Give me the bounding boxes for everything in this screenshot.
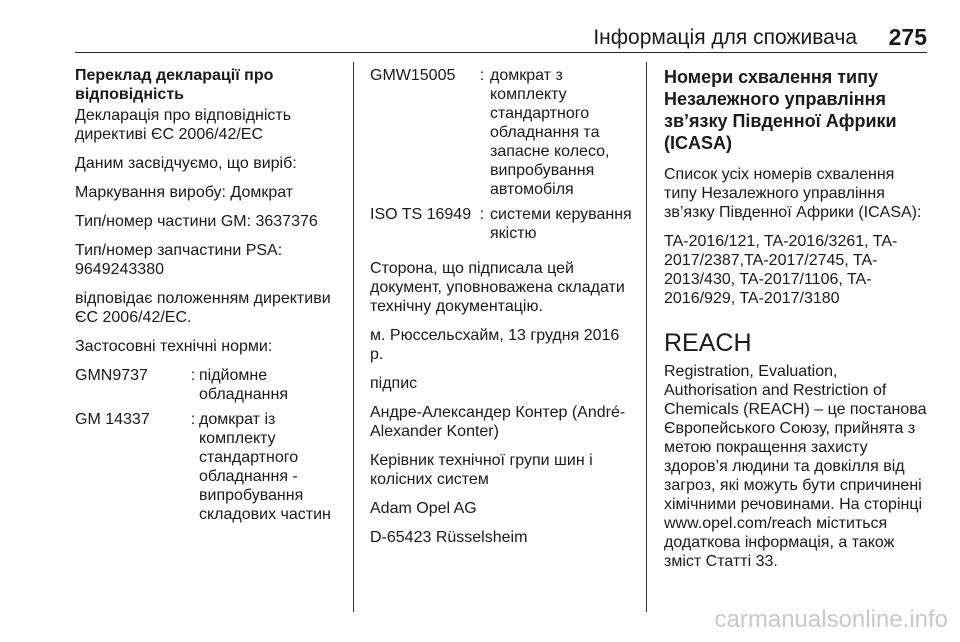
standards-table bbox=[75, 366, 340, 530]
standard-description: системи керування якістю bbox=[490, 206, 632, 242]
company-address: D-65423 Rüsselsheim bbox=[370, 529, 528, 546]
signatory-title: Керівник технічної групи шин і колісних систем bbox=[370, 452, 593, 488]
watermark: carmanualsonline.info bbox=[714, 606, 948, 633]
column-1 bbox=[75, 66, 340, 540]
standard-code: ISO TS 16949 bbox=[370, 206, 472, 223]
column-divider-1 bbox=[353, 62, 354, 612]
signatory-paragraph: Сторона, що підписала цей документ, уповноважена складати технічну документацію. bbox=[370, 260, 625, 315]
table-row bbox=[75, 410, 340, 530]
standard-code: GMN9737 bbox=[75, 367, 148, 384]
column-3 bbox=[664, 66, 927, 581]
standard-code: GMW15005 bbox=[370, 67, 456, 84]
table-row bbox=[370, 66, 635, 205]
standard-separator: : bbox=[190, 367, 196, 384]
product-marking: Маркування виробу: Домкрат bbox=[75, 184, 294, 201]
standard-separator: : bbox=[479, 67, 485, 84]
certify-paragraph: Даним засвідчуємо, що виріб: bbox=[75, 155, 297, 172]
declaration-heading: Переклад декларації про відповідність bbox=[75, 67, 274, 103]
standard-description: домкрат із комплекту стандартного обладнання - випробування складових частин bbox=[199, 411, 331, 523]
page-number: 275 bbox=[888, 24, 927, 50]
psa-part-number: Тип/номер запчастини PSA: 9649243380 bbox=[75, 242, 283, 278]
compliance-paragraph: відповідає положенням директиви ЄС 2006/42/ЕС. bbox=[75, 290, 331, 326]
signature-label: підпис bbox=[370, 375, 418, 392]
signatory-name: Андре-Александер Контер (André-Alexander Konter) bbox=[370, 404, 626, 440]
standards-table-continued bbox=[370, 66, 635, 249]
standard-separator: : bbox=[190, 411, 196, 428]
gm-part-number: Тип/номер частини GM: 3637376 bbox=[75, 213, 318, 230]
page-header bbox=[75, 22, 927, 53]
standard-separator: : bbox=[479, 206, 485, 223]
standards-intro: Застосовні технічні норми: bbox=[75, 338, 273, 355]
reach-heading: REACH bbox=[664, 329, 752, 357]
column-2 bbox=[370, 66, 635, 557]
table-row bbox=[75, 366, 340, 410]
reach-paragraph: Registration, Evaluation, Authorisation and Restriction of Chemicals (REACH) – це постанова Європейського Союзу, прийнята з метою покращення захисту здоров’я людини та довкілля від загроз, які можуть бути спричинені хімічними речовинами. На сторінці www.opel.com/reach міститься додаткова інформація, а також зміст Статті 33. bbox=[664, 363, 927, 570]
icasa-heading: Номери схвалення типу Незалежного управління зв’язку Південної Африки (ICASA) bbox=[664, 67, 897, 153]
standard-code: GM 14337 bbox=[75, 411, 150, 428]
icasa-numbers: TA-2016/121, TA-2016/3261, TA-2017/2387,TA-2017/2745, TA-2013/430, TA-2017/1106, TA-2016/929, TA-2017/3180 bbox=[664, 233, 898, 307]
place-date: м. Рюссельсхайм, 13 грудня 2016 р. bbox=[370, 327, 620, 363]
company-name: Adam Opel AG bbox=[370, 500, 477, 517]
column-divider-2 bbox=[646, 62, 647, 612]
header-title: Інформація для споживача bbox=[593, 26, 857, 49]
icasa-intro: Список усіх номерів схвалення типу Незалежного управління зв’язку Південної Африки (ICASA): bbox=[664, 166, 922, 221]
standard-description: домкрат з комплекту стандартного обладнання та запасне колесо, випробування автомобіля bbox=[490, 67, 610, 198]
declaration-paragraph: Декларація про відповідність директиві ЄС 2006/42/ЕС bbox=[75, 107, 292, 143]
standard-description: підйомне обладнання bbox=[199, 367, 288, 403]
table-row bbox=[370, 205, 635, 249]
